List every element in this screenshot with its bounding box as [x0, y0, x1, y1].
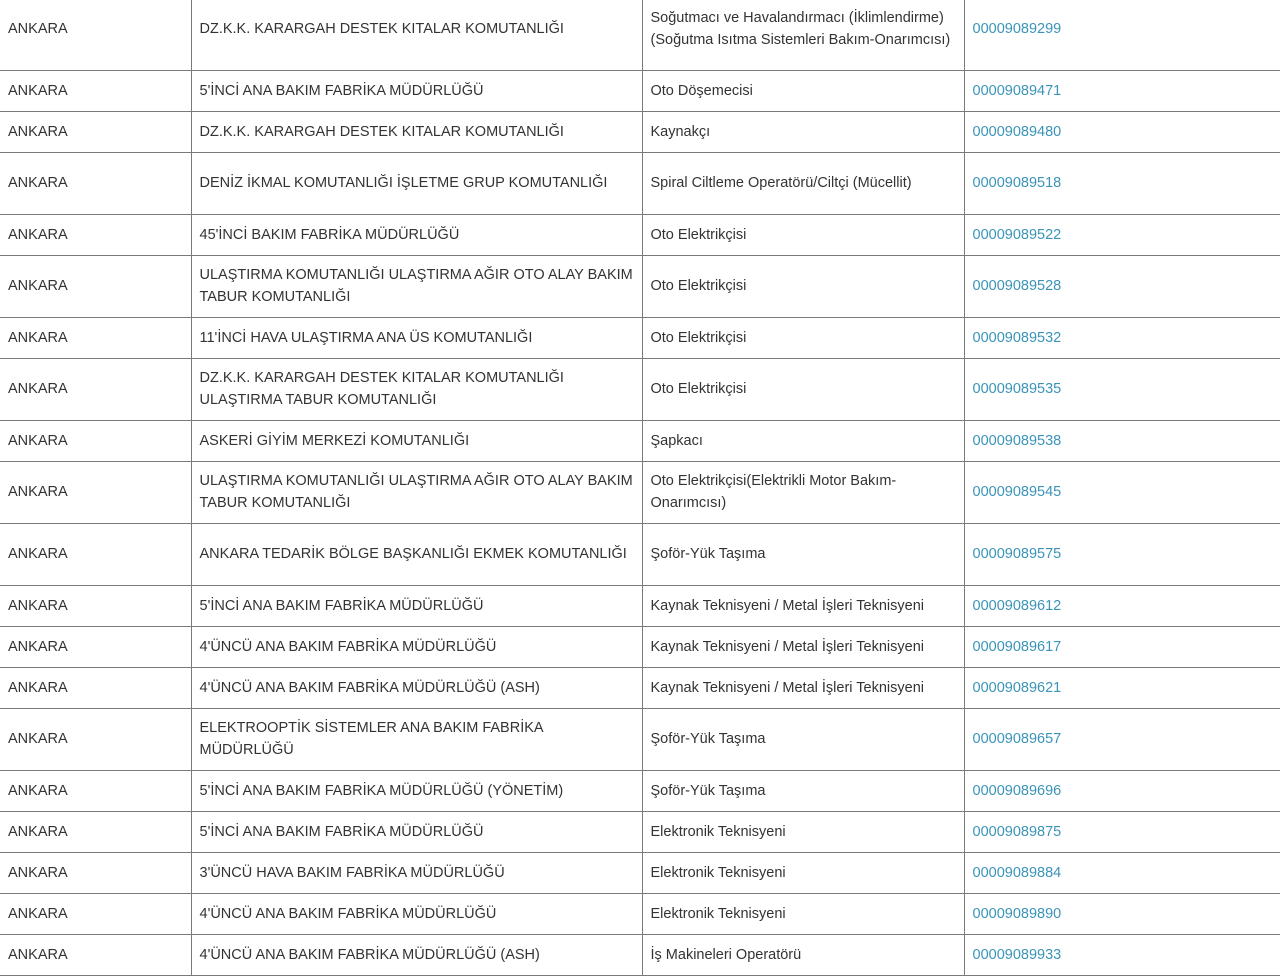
city-cell: ANKARA [0, 70, 191, 111]
unit-cell: DZ.K.K. KARARGAH DESTEK KITALAR KOMUTANLIĞI ULAŞTIRMA TABUR KOMUTANLIĞI [191, 358, 642, 420]
unit-cell: 45'İNCİ BAKIM FABRİKA MÜDÜRLÜĞÜ [191, 214, 642, 255]
unit-cell: ANKARA TEDARİK BÖLGE BAŞKANLIĞI EKMEK KOMUTANLIĞI [191, 523, 642, 585]
job-cell: Şoför-Yük Taşıma [642, 708, 964, 770]
unit-cell: 5'İNCİ ANA BAKIM FABRİKA MÜDÜRLÜĞÜ [191, 585, 642, 626]
unit-cell: 4'ÜNCÜ ANA BAKIM FABRİKA MÜDÜRLÜĞÜ [191, 893, 642, 934]
ref-link[interactable]: 00009089890 [972, 905, 1062, 922]
city-cell: ANKARA [0, 934, 191, 975]
ref-link[interactable]: 00009089528 [972, 278, 1062, 294]
city-cell: ANKARA [0, 811, 191, 852]
table-row [0, 770, 1280, 811]
table-row [0, 70, 1280, 111]
city-cell: ANKARA [0, 585, 191, 626]
job-cell: Elektronik Teknisyeni [642, 811, 964, 852]
job-cell: Şoför-Yük Taşıma [642, 523, 964, 585]
ref-link[interactable]: 00009089471 [972, 82, 1062, 99]
unit-cell: 5'İNCİ ANA BAKIM FABRİKA MÜDÜRLÜĞÜ [191, 70, 642, 111]
ref-link[interactable]: 00009089518 [972, 175, 1062, 191]
unit-cell: DZ.K.K. KARARGAH DESTEK KITALAR KOMUTANLIĞI [191, 111, 642, 152]
city-cell: ANKARA [0, 0, 191, 70]
ref-cell [964, 420, 1280, 461]
ref-link[interactable]: 00009089621 [972, 679, 1062, 696]
ref-cell [964, 934, 1280, 975]
table-row [0, 461, 1280, 523]
job-cell: Şapkacı [642, 420, 964, 461]
city-cell: ANKARA [0, 770, 191, 811]
job-cell: Kaynak Teknisyeni / Metal İşleri Teknisyeni [642, 585, 964, 626]
ref-cell [964, 523, 1280, 585]
ref-cell [964, 214, 1280, 255]
job-cell: Oto Elektrikçisi [642, 317, 964, 358]
city-cell: ANKARA [0, 214, 191, 255]
city-cell: ANKARA [0, 255, 191, 317]
unit-cell: ULAŞTIRMA KOMUTANLIĞI ULAŞTIRMA AĞIR OTO ALAY BAKIM TABUR KOMUTANLIĞI [191, 461, 642, 523]
table-row [0, 893, 1280, 934]
ref-cell [964, 70, 1280, 111]
table-row [0, 708, 1280, 770]
ref-cell [964, 358, 1280, 420]
ref-link[interactable]: 00009089535 [972, 381, 1062, 397]
table-row [0, 585, 1280, 626]
ref-link[interactable]: 00009089617 [972, 638, 1062, 655]
job-cell: İş Makineleri Operatörü [642, 934, 964, 975]
unit-cell: 11'İNCİ HAVA ULAŞTIRMA ANA ÜS KOMUTANLIĞI [191, 317, 642, 358]
city-cell: ANKARA [0, 317, 191, 358]
unit-cell: 4'ÜNCÜ ANA BAKIM FABRİKA MÜDÜRLÜĞÜ (ASH) [191, 667, 642, 708]
city-cell: ANKARA [0, 420, 191, 461]
unit-cell: DZ.K.K. KARARGAH DESTEK KITALAR KOMUTANLIĞI [191, 0, 642, 70]
table-row [0, 255, 1280, 317]
ref-link[interactable]: 00009089657 [972, 731, 1062, 747]
table-row [0, 358, 1280, 420]
unit-cell: ULAŞTIRMA KOMUTANLIĞI ULAŞTIRMA AĞIR OTO ALAY BAKIM TABUR KOMUTANLIĞI [191, 255, 642, 317]
unit-cell: ASKERİ GİYİM MERKEZİ KOMUTANLIĞI [191, 420, 642, 461]
job-cell: Kaynak Teknisyeni / Metal İşleri Teknisyeni [642, 667, 964, 708]
table-row [0, 523, 1280, 585]
table-row [0, 317, 1280, 358]
ref-link[interactable]: 00009089299 [972, 20, 1062, 37]
table-row [0, 152, 1280, 214]
ref-cell [964, 811, 1280, 852]
job-cell: Oto Elektrikçisi [642, 214, 964, 255]
table-row [0, 626, 1280, 667]
ref-cell [964, 152, 1280, 214]
unit-cell: ELEKTROOPTİK SİSTEMLER ANA BAKIM FABRİKA MÜDÜRLÜĞÜ [191, 708, 642, 770]
city-cell: ANKARA [0, 852, 191, 893]
ref-cell [964, 317, 1280, 358]
job-cell: Spiral Ciltleme Operatörü/Ciltçi (Mücellit) [642, 152, 964, 214]
ref-cell [964, 708, 1280, 770]
ref-cell [964, 461, 1280, 523]
job-cell: Kaynak Teknisyeni / Metal İşleri Teknisyeni [642, 626, 964, 667]
unit-cell: 5'İNCİ ANA BAKIM FABRİKA MÜDÜRLÜĞÜ (YÖNETİM) [191, 770, 642, 811]
job-cell: Elektronik Teknisyeni [642, 852, 964, 893]
city-cell: ANKARA [0, 111, 191, 152]
job-cell: Soğutmacı ve Havalandırmacı (İklimlendirme)(Soğutma Isıtma Sistemleri Bakım-Onarımcısı) [642, 0, 964, 70]
ref-cell [964, 667, 1280, 708]
ref-link[interactable]: 00009089696 [972, 782, 1062, 799]
table-row [0, 111, 1280, 152]
ref-cell [964, 255, 1280, 317]
ref-cell [964, 626, 1280, 667]
job-cell: Elektronik Teknisyeni [642, 893, 964, 934]
city-cell: ANKARA [0, 358, 191, 420]
job-cell: Oto Elektrikçisi [642, 358, 964, 420]
ref-cell [964, 893, 1280, 934]
unit-cell: 4'ÜNCÜ ANA BAKIM FABRİKA MÜDÜRLÜĞÜ [191, 626, 642, 667]
ref-link[interactable]: 00009089545 [972, 484, 1062, 500]
ref-link[interactable]: 00009089612 [972, 597, 1062, 614]
ref-cell [964, 585, 1280, 626]
table-row [0, 214, 1280, 255]
city-cell: ANKARA [0, 523, 191, 585]
unit-cell: DENİZ İKMAL KOMUTANLIĞI İŞLETME GRUP KOMUTANLIĞI [191, 152, 642, 214]
city-cell: ANKARA [0, 893, 191, 934]
unit-cell: 4'ÜNCÜ ANA BAKIM FABRİKA MÜDÜRLÜĞÜ (ASH) [191, 934, 642, 975]
ref-cell [964, 111, 1280, 152]
job-cell: Oto Elektrikçisi [642, 255, 964, 317]
table-row [0, 420, 1280, 461]
ref-link[interactable]: 00009089884 [972, 864, 1062, 881]
unit-cell: 5'İNCİ ANA BAKIM FABRİKA MÜDÜRLÜĞÜ [191, 811, 642, 852]
unit-cell: 3'ÜNCÜ HAVA BAKIM FABRİKA MÜDÜRLÜĞÜ [191, 852, 642, 893]
ref-link[interactable]: 00009089480 [972, 123, 1062, 140]
job-cell: Oto Elektrikçisi(Elektrikli Motor Bakım-Onarımcısı) [642, 461, 964, 523]
ref-link[interactable]: 00009089522 [972, 226, 1062, 243]
job-cell: Şoför-Yük Taşıma [642, 770, 964, 811]
ref-link[interactable]: 00009089575 [972, 546, 1062, 562]
ref-link[interactable]: 00009089532 [972, 329, 1062, 346]
city-cell: ANKARA [0, 461, 191, 523]
ref-link[interactable]: 00009089875 [972, 823, 1062, 840]
city-cell: ANKARA [0, 626, 191, 667]
ref-link[interactable]: 00009089538 [972, 432, 1062, 449]
ref-cell [964, 770, 1280, 811]
table-row [0, 852, 1280, 893]
ref-cell [964, 852, 1280, 893]
city-cell: ANKARA [0, 667, 191, 708]
ref-cell [964, 0, 1280, 70]
city-cell: ANKARA [0, 152, 191, 214]
job-cell: Kaynakçı [642, 111, 964, 152]
table-row [0, 811, 1280, 852]
table-row [0, 934, 1280, 975]
job-cell: Oto Döşemecisi [642, 70, 964, 111]
ref-link[interactable]: 00009089933 [972, 946, 1062, 963]
city-cell: ANKARA [0, 708, 191, 770]
table-row [0, 667, 1280, 708]
table-row [0, 0, 1280, 70]
